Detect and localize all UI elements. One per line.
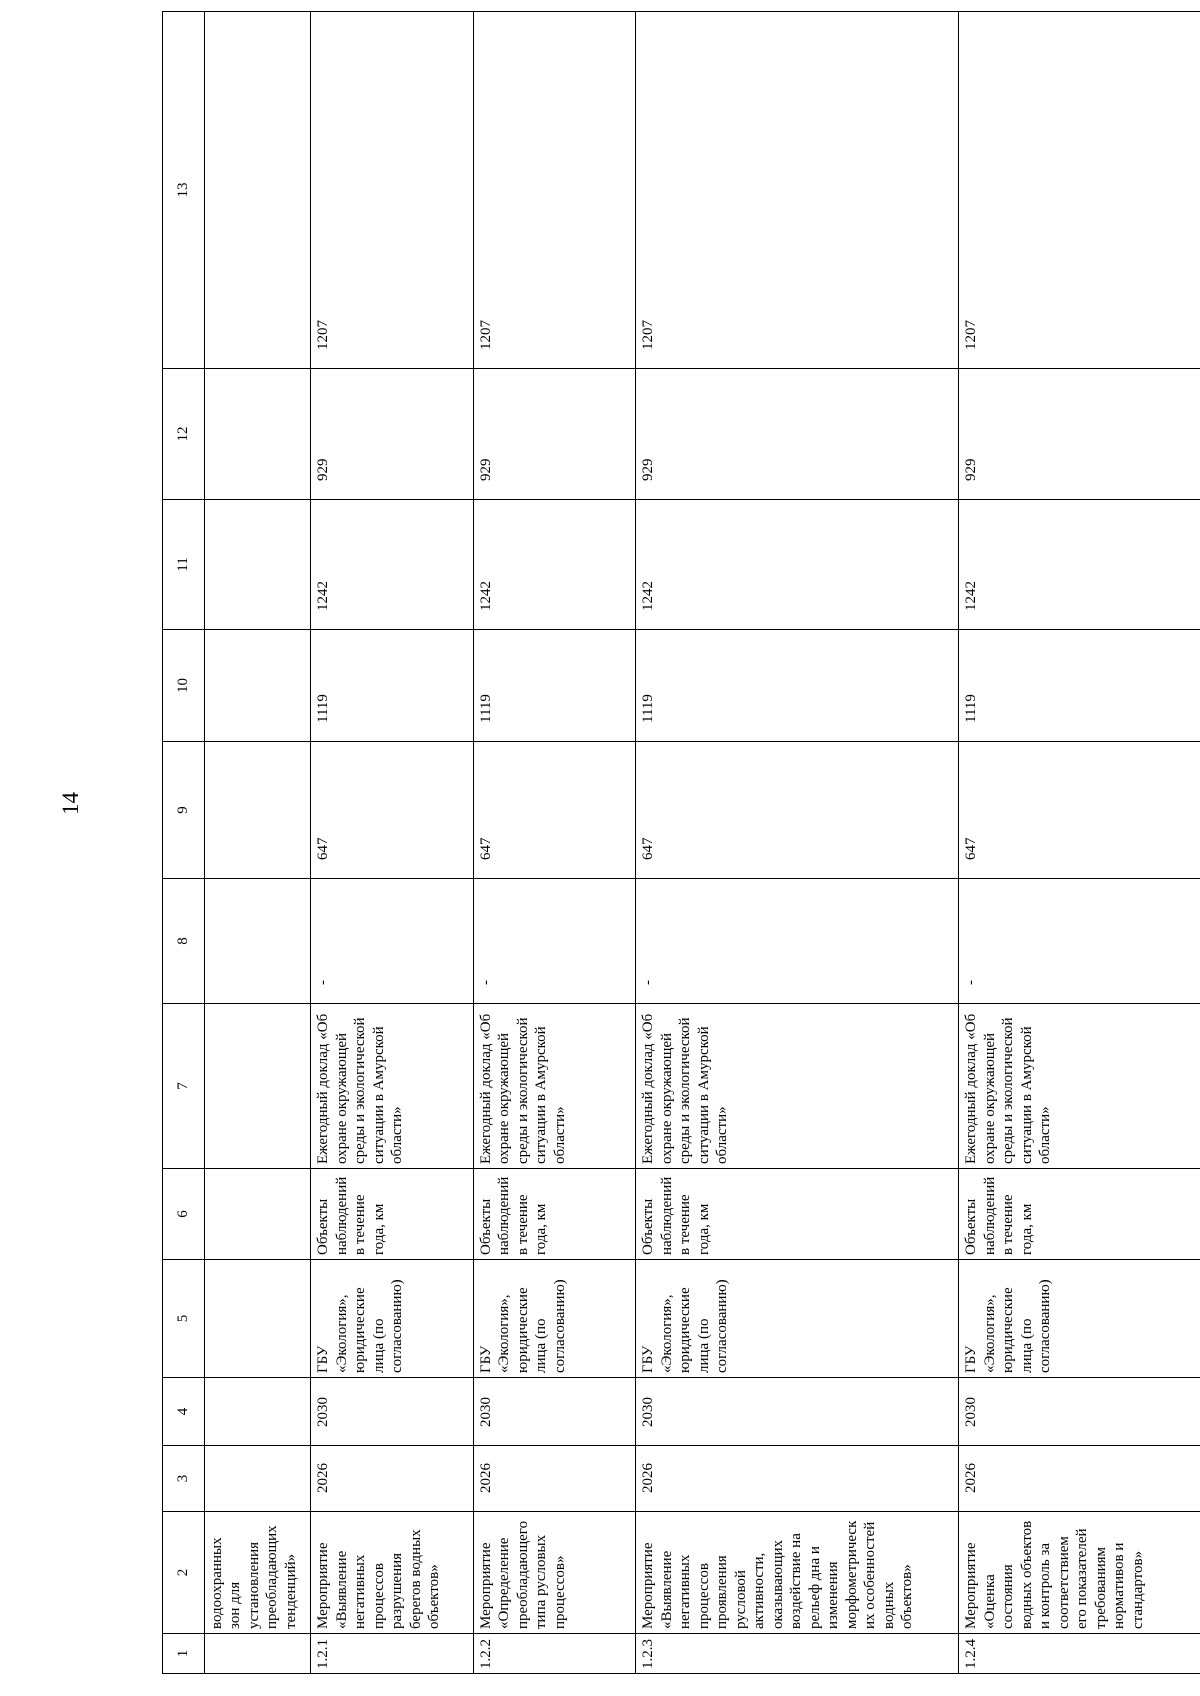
- start-year: 2026: [636, 1446, 959, 1512]
- value-col-9: 647: [636, 742, 959, 879]
- value-col-12: 929: [636, 369, 959, 500]
- value-col-11: 1242: [473, 500, 636, 630]
- header-cell: 7: [163, 1004, 205, 1169]
- value-col-13: 1207: [959, 12, 1200, 369]
- empty-cell: [204, 1378, 310, 1446]
- value-col-12: 929: [959, 369, 1200, 500]
- value-col-8: -: [473, 879, 636, 1004]
- header-cell: 11: [163, 500, 205, 630]
- value-col-13: 1207: [473, 12, 636, 369]
- source: Ежегодный доклад «Об охране окружающей среды и экологической ситуации в Амурской области»: [636, 1004, 959, 1169]
- measure-name: Мероприятие «Выявление негативных процессов разрушения берегов водных объектов»: [311, 1512, 474, 1634]
- page-number: 14: [58, 792, 83, 815]
- row-number: 1.2.2: [473, 1634, 636, 1674]
- row-number: 1.2.1: [311, 1634, 474, 1674]
- empty-cell: [204, 879, 310, 1004]
- row-number: 1.2.4: [959, 1634, 1200, 1674]
- end-year: 2030: [473, 1378, 636, 1446]
- executor: ГБУ «Экология», юридические лица (по согласованию): [636, 1260, 959, 1378]
- value-col-10: 1119: [311, 630, 474, 742]
- value-col-8: -: [636, 879, 959, 1004]
- executor: ГБУ «Экология», юридические лица (по согласованию): [959, 1260, 1200, 1378]
- empty-cell: [204, 1004, 310, 1169]
- measures-table: [162, 11, 1200, 1674]
- value-col-10: 1119: [473, 630, 636, 742]
- source: Ежегодный доклад «Об охране окружающей среды и экологической ситуации в Амурской области»: [311, 1004, 474, 1169]
- empty-cell: [204, 630, 310, 742]
- end-year: 2030: [636, 1378, 959, 1446]
- header-cell: 3: [163, 1446, 205, 1512]
- value-col-12: 929: [473, 369, 636, 500]
- header-cell: 4: [163, 1378, 205, 1446]
- start-year: 2026: [959, 1446, 1200, 1512]
- empty-cell: [204, 1169, 310, 1260]
- table-row: [311, 12, 474, 1674]
- start-year: 2026: [311, 1446, 474, 1512]
- source: Ежегодный доклад «Об охране окружающей среды и экологической ситуации в Амурской области»: [959, 1004, 1200, 1169]
- value-col-9: 647: [311, 742, 474, 879]
- table-row: [473, 12, 636, 1674]
- end-year: 2030: [311, 1378, 474, 1446]
- indicator: Объекты наблюдений в течение года, км: [473, 1169, 636, 1260]
- row-number: 1.2.3: [636, 1634, 959, 1674]
- header-cell: 1: [163, 1634, 205, 1674]
- table-row: [636, 12, 959, 1674]
- continuation-text: водоохранных зон для установления преобладающих тенденций»: [204, 1512, 310, 1634]
- empty-cell: [204, 742, 310, 879]
- empty-cell: [204, 1446, 310, 1512]
- continuation-row: [204, 12, 310, 1674]
- value-col-9: 647: [473, 742, 636, 879]
- empty-cell: [204, 1634, 310, 1674]
- value-col-9: 647: [959, 742, 1200, 879]
- empty-cell: [204, 1260, 310, 1378]
- source: Ежегодный доклад «Об охране окружающей среды и экологической ситуации в Амурской области»: [473, 1004, 636, 1169]
- measure-name: Мероприятие «Оценка состояния водных объектов и контроль за соответствием его показателей требованиям нормативов и стандартов»: [959, 1512, 1200, 1634]
- value-col-10: 1119: [636, 630, 959, 742]
- measure-name: Мероприятие «Определение преобладающего типа русловых процессов»: [473, 1512, 636, 1634]
- header-cell: 5: [163, 1260, 205, 1378]
- value-col-12: 929: [311, 369, 474, 500]
- header-cell: 13: [163, 12, 205, 369]
- table-row: [959, 12, 1200, 1674]
- value-col-13: 1207: [636, 12, 959, 369]
- empty-cell: [204, 12, 310, 369]
- indicator: Объекты наблюдений в течение года, км: [959, 1169, 1200, 1260]
- end-year: 2030: [959, 1378, 1200, 1446]
- value-col-13: 1207: [311, 12, 474, 369]
- empty-cell: [204, 500, 310, 630]
- rotated-page: [162, 12, 1200, 1674]
- header-cell: 9: [163, 742, 205, 879]
- value-col-8: -: [959, 879, 1200, 1004]
- start-year: 2026: [473, 1446, 636, 1512]
- executor: ГБУ «Экология», юридические лица (по согласованию): [311, 1260, 474, 1378]
- value-col-10: 1119: [959, 630, 1200, 742]
- value-col-8: -: [311, 879, 474, 1004]
- value-col-11: 1242: [636, 500, 959, 630]
- executor: ГБУ «Экология», юридические лица (по согласованию): [473, 1260, 636, 1378]
- value-col-11: 1242: [311, 500, 474, 630]
- value-col-11: 1242: [959, 500, 1200, 630]
- header-cell: 10: [163, 630, 205, 742]
- header-cell: 6: [163, 1169, 205, 1260]
- header-cell: 2: [163, 1512, 205, 1634]
- header-cell: 12: [163, 369, 205, 500]
- indicator: Объекты наблюдений в течение года, км: [636, 1169, 959, 1260]
- indicator: Объекты наблюдений в течение года, км: [311, 1169, 474, 1260]
- header-cell: 8: [163, 879, 205, 1004]
- header-row: [163, 12, 205, 1674]
- empty-cell: [204, 369, 310, 500]
- measure-name: Мероприятие «Выявление негативных процессов проявления русловой активности, оказывающих воздействие на рельеф дна и изменения морфометрических особенностей водных объектов»: [636, 1512, 959, 1634]
